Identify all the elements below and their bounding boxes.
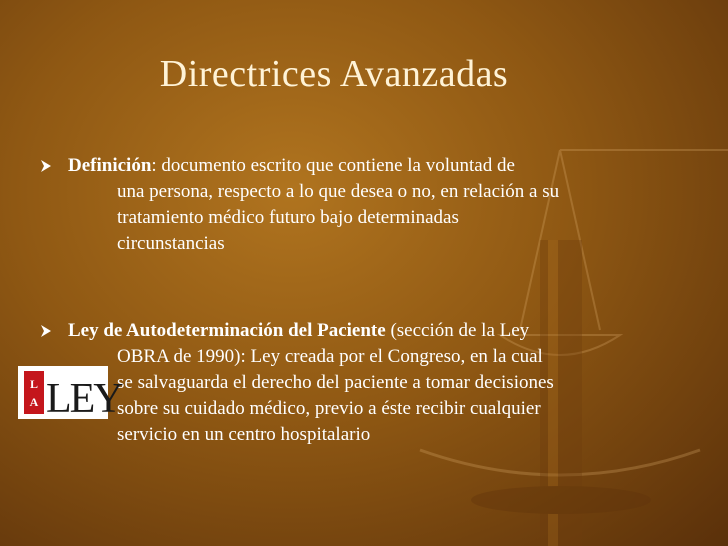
la-ley-logo: [18, 366, 122, 422]
bullet-line: circunstancias: [117, 233, 225, 254]
bullet-line: (sección de la Ley: [385, 320, 530, 341]
bullet-definicion: [40, 153, 690, 257]
svg-text:L: L: [29, 377, 39, 391]
bullet-line: una persona, respecto a lo que desea o no, en relación a su: [117, 181, 560, 202]
slide-title: Directrices Avanzadas: [159, 53, 509, 95]
bullet-arrow-icon: [40, 159, 52, 173]
bullet-term: Definición: [68, 155, 152, 176]
bullet-line: OBRA de 1990): Ley creada por el Congreso, en la cual: [117, 346, 543, 367]
bullet-text: [68, 153, 690, 257]
bullet-arrow-icon: [40, 324, 52, 338]
bullet-line: se salvaguarda el derecho del paciente a tomar decisiones: [117, 372, 554, 393]
svg-text:A: A: [29, 395, 39, 409]
svg-text:LEY: LEY: [46, 376, 122, 422]
bullet-line: tratamiento médico futuro bajo determinadas: [117, 207, 459, 228]
bullet-line: : documento escrito que contiene la voluntad de: [151, 155, 515, 176]
bullet-term: Ley de Autodeterminación del Paciente: [68, 320, 386, 341]
bullet-line: sobre su cuidado médico, previo a éste recibir cualquier: [117, 398, 541, 419]
bullet-text: [68, 318, 690, 448]
bullet-ley-autodeterminacion: [40, 318, 690, 448]
bullet-line: servicio en un centro hospitalario: [117, 424, 371, 445]
